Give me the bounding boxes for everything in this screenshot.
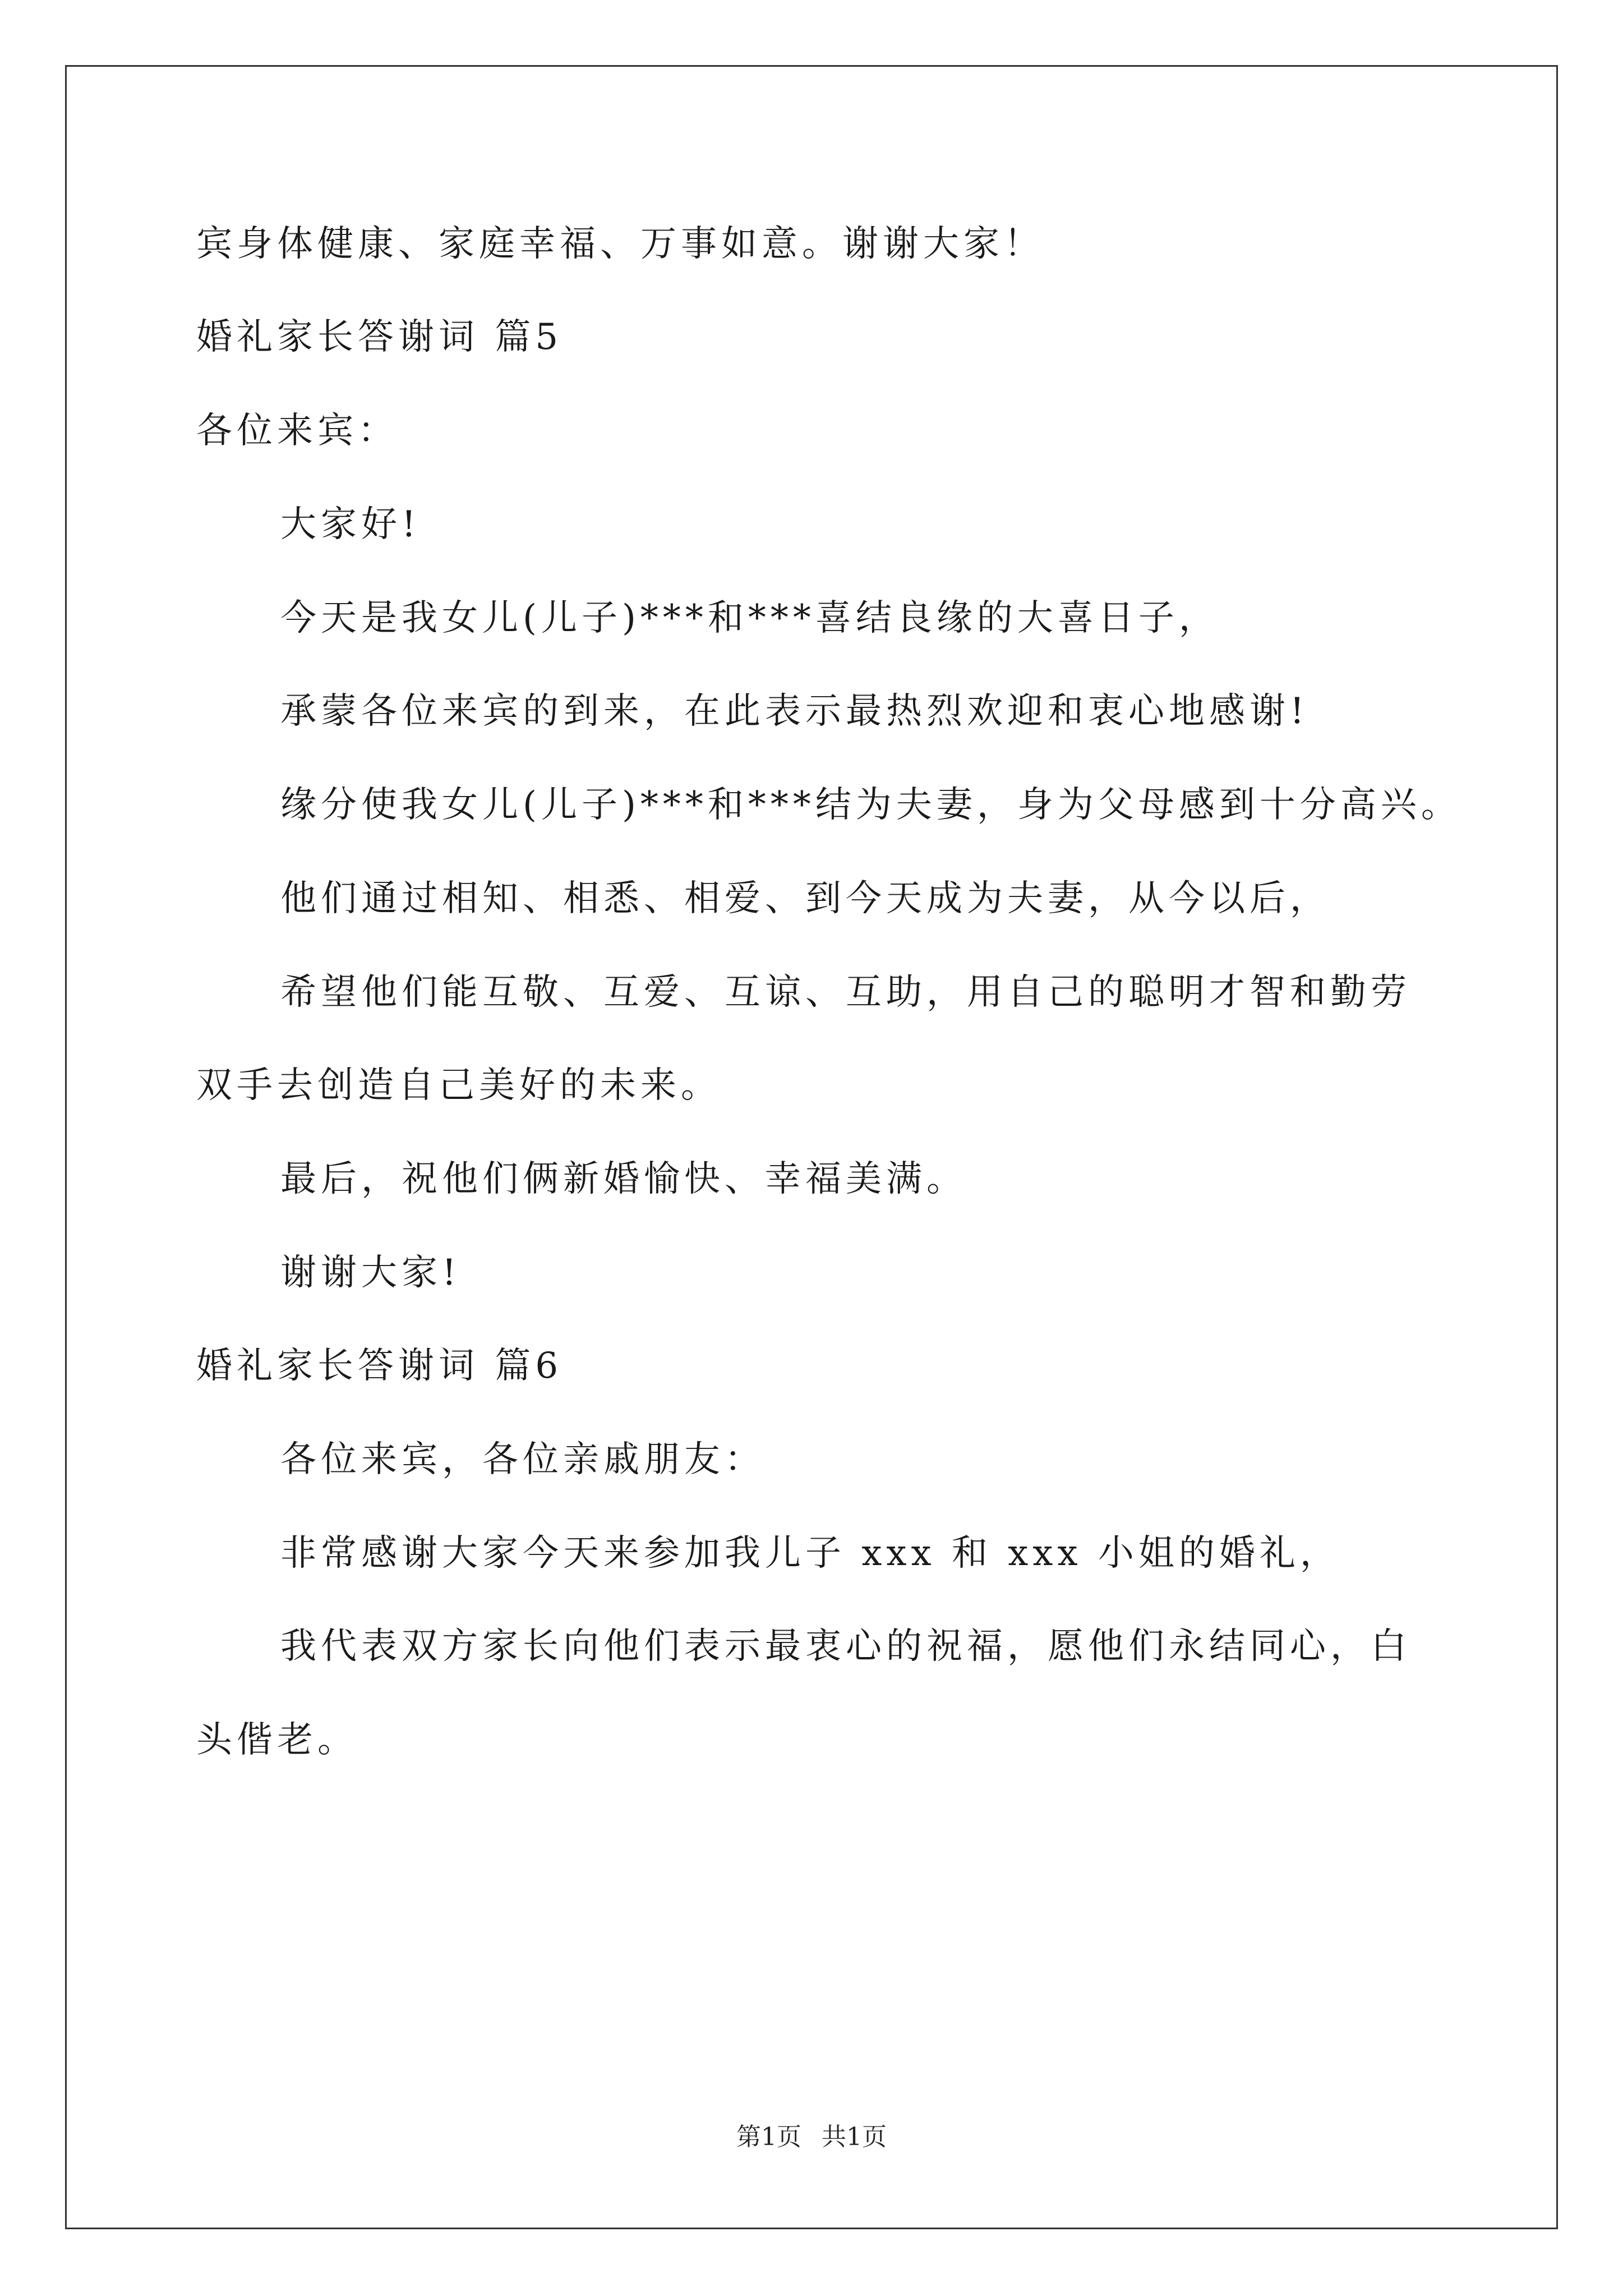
page-footer: [0, 2120, 1623, 2154]
paragraph-line: 最后，祝他们俩新婚愉快、幸福美满。: [280, 1158, 967, 1200]
salutation: 各位来宾：: [196, 410, 398, 452]
paragraph-line: 缘分使我女儿(儿子)***和***结为夫妻，身为父母感到十分高兴。: [280, 784, 1461, 826]
paragraph-line: 今天是我女儿(儿子)***和***喜结良缘的大喜日子，: [280, 597, 1219, 639]
paragraph-line: 非常感谢大家今天来参加我儿子 xxx 和 xxx 小姐的婚礼，: [280, 1533, 1340, 1574]
page-number: 第1页: [736, 2123, 801, 2151]
paragraph-line: 希望他们能互敬、互爱、互谅、互助，用自己的聪明才智和勤劳: [280, 972, 1411, 1013]
paragraph-line: 大家好!: [280, 504, 421, 545]
paragraph-line: 承蒙各位来宾的到来，在此表示最热烈欢迎和衷心地感谢!: [280, 691, 1309, 732]
section-heading: 婚礼家长答谢词 篇6: [196, 1345, 563, 1387]
paragraph-line: 我代表双方家长向他们表示最衷心的祝福，愿他们永结同心，白: [280, 1626, 1411, 1667]
page-border: [65, 65, 1558, 2229]
salutation: 各位来宾，各位亲戚朋友：: [280, 1439, 765, 1480]
paragraph-line: 宾身体健康、家庭幸福、万事如意。谢谢大家！: [196, 223, 1044, 265]
page-total: 共1页: [822, 2123, 887, 2151]
paragraph-line: 头偕老。: [196, 1719, 358, 1761]
paragraph-line: 他们通过相知、相悉、相爱、到今天成为夫妻，从今以后，: [280, 878, 1330, 919]
paragraph-line: 双手去创造自己美好的未来。: [196, 1065, 721, 1106]
paragraph-line: 谢谢大家!: [280, 1252, 461, 1294]
section-heading: 婚礼家长答谢词 篇5: [196, 316, 563, 358]
